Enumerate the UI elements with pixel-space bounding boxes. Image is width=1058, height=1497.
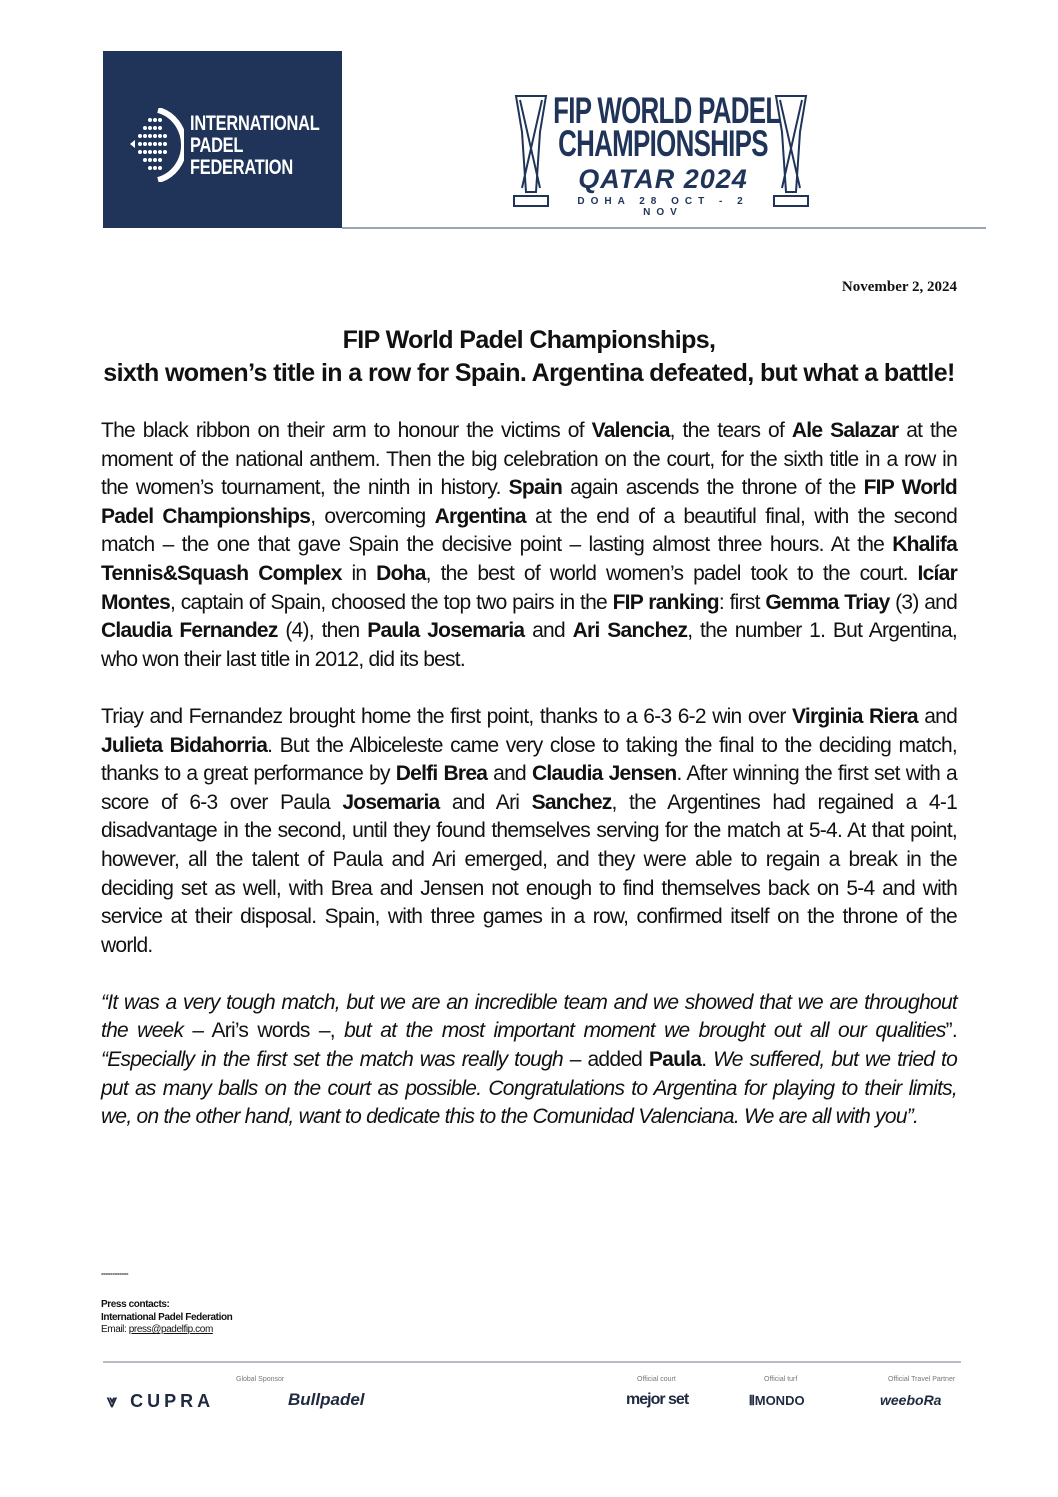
bold-text: Gemma Triay — [765, 590, 890, 614]
bullpadel-logo: Bullpadel — [288, 1390, 365, 1409]
cupra-text: CUPRA — [130, 1391, 215, 1411]
global-sponsor-label: Global Sponsor — [236, 1376, 285, 1383]
bold-text: FIP ranking — [612, 590, 719, 614]
bold-text: Valencia — [591, 419, 670, 442]
text-run: . After winning the first set with a score of 6-3 over Paula — [101, 762, 957, 814]
cupra-icon: ⩔ — [107, 1391, 122, 1411]
ipf-logo-line: PADEL — [190, 134, 244, 157]
bold-text: FIP World Padel Championships — [101, 476, 957, 528]
ipf-logo-line: INTERNATIONAL — [190, 112, 320, 135]
text-run: “It was a very tough match, but we are an incredible team and we showed that we are throughout the week — [101, 990, 957, 1043]
separator: ------------ — [101, 1269, 129, 1278]
article-paragraph — [101, 417, 957, 674]
header-divider — [342, 227, 986, 229]
mondo-text: MONDO — [754, 1393, 805, 1408]
weebora-logo: weeboRa — [880, 1392, 942, 1408]
ipf-logo-text — [190, 113, 320, 179]
bold-text: Paula Josemaria — [367, 619, 525, 643]
bold-text: Virginia Riera — [792, 704, 918, 728]
bold-text: Claudia Jensen — [531, 762, 677, 786]
text-run: : first — [718, 590, 766, 614]
bold-text: Josemaria — [342, 790, 440, 814]
quote-paragraph — [101, 989, 957, 1132]
article-paragraph — [101, 703, 957, 960]
contacts-org: International Padel Federation — [101, 1311, 233, 1323]
cupra-logo — [107, 1391, 214, 1412]
text-run: , the Argentines had regained a 4-1 disadvantage in the second, until they found themselves serving for the match at 5-4. At that point, however, all the talent of Paula and Ari emerged, and they were able to regain a break in the deciding set as well, with Brea and Jensen not enough to find themselves back on 5-4 and with service at their disposal. Spain, with three games in a row, confirmed itself on the throne of the world. — [101, 790, 957, 957]
bold-text: Paula — [648, 1048, 702, 1072]
text-run: , overcoming — [310, 504, 435, 528]
event-logo-title — [553, 90, 781, 164]
headline-line-1: FIP World Padel Championships, — [342, 326, 716, 354]
event-logo-subtitle: QATAR 2024 — [578, 164, 748, 194]
text-run: “Especially in the first set the match was really tough — [101, 1048, 570, 1072]
footer-divider — [103, 1361, 961, 1363]
text-run: and — [524, 619, 573, 643]
email-link[interactable]: press@padelfip.com — [128, 1323, 213, 1335]
text-run: and Ari — [439, 790, 532, 814]
travel-label: Official Travel Partner — [888, 1376, 956, 1383]
text-run: , the number 1. But Argentina, who won their last title in 2012, did its best. — [101, 619, 957, 671]
text-run: ”. — [945, 1019, 957, 1043]
text-run: . — [701, 1048, 707, 1072]
text-run: , the tears of — [669, 419, 792, 442]
text-run: but at the most important moment we brought out all our qualities — [334, 1019, 946, 1043]
bold-text: Julieta Bidahorria — [101, 733, 268, 757]
bold-text: Argentina — [434, 504, 526, 528]
text-run: , captain of Spain, choosed the top two pairs in the — [170, 590, 613, 614]
text-run: Triay and Fernandez brought home the first point, thanks to a 6-3 6-2 win over — [101, 704, 793, 728]
text-run: again ascends the throne of the — [562, 476, 864, 500]
press-contacts — [101, 1268, 232, 1336]
bold-text: Spain — [508, 476, 563, 500]
court-label: Official court — [637, 1376, 676, 1383]
contacts-email-row — [101, 1324, 232, 1336]
text-run: – added — [569, 1048, 649, 1072]
ipf-logo-line: FEDERATION — [190, 156, 293, 179]
text-run: The black ribbon on their arm to honour the victims of — [101, 419, 592, 442]
mejorset-logo: mejor set — [626, 1391, 689, 1408]
text-run: (4), then — [277, 619, 368, 643]
mondo-logo: ⦀MONDO — [749, 1393, 805, 1408]
bold-text: Khalifa Tennis&Squash Complex — [101, 533, 957, 585]
text-run: at the end of a beautiful final, with the second match – the one that gave Spain the decisive point – lasting almost three hours. At the — [101, 504, 957, 557]
text-run: We suffered, but we tried to put as many balls on the court as possible. Congratulations to Argentina for playing to their limits, we, on the other hand, want to dedicate this to the Comunidad Valenciana. We are all with you”. — [101, 1048, 957, 1129]
event-logo-line: FIP WORLD PADEL — [553, 90, 781, 131]
event-logo-line: CHAMPIONSHIPS — [558, 123, 768, 164]
bold-text: Ari Sanchez — [572, 619, 688, 643]
text-run: and — [917, 704, 957, 728]
headline-line-2: sixth women’s title in a row for Spain. Argentina defeated, but what a battle! — [103, 359, 955, 387]
text-run: – Ari’s words –, — [183, 1019, 335, 1043]
bold-text: Doha — [376, 561, 426, 585]
article-body — [101, 417, 957, 1160]
text-run: . But the Albiceleste came very close to taking the final to the deciding match, thanks to a great performance by — [101, 733, 957, 786]
email-label: Email: — [101, 1323, 129, 1335]
turf-label: Official turf — [764, 1376, 798, 1383]
bold-text: Delfi Brea — [395, 762, 488, 786]
text-run: , the best of world women’s padel took to the court. — [425, 561, 918, 585]
event-logo-dates: DOHA 28 OCT - 2 NOV — [577, 196, 749, 218]
padel-racket-icon — [128, 108, 184, 182]
text-run: and — [487, 762, 532, 786]
bold-text: Sanchez — [531, 790, 612, 814]
text-run: in — [341, 561, 377, 585]
contacts-heading: Press contacts: — [101, 1299, 170, 1311]
bold-text: Icíar Montes — [101, 561, 957, 614]
text-run: at the moment of the national anthem. Then the big celebration on the court, for the sixth title in a row in the women’s tournament, the ninth in history. — [101, 419, 957, 500]
bold-text: Claudia Fernandez — [101, 619, 278, 643]
bold-text: Ale Salazar — [791, 419, 899, 442]
release-date: November 2, 2024 — [841, 279, 957, 295]
headline — [60, 324, 998, 390]
text-run: (3) and — [889, 590, 958, 614]
